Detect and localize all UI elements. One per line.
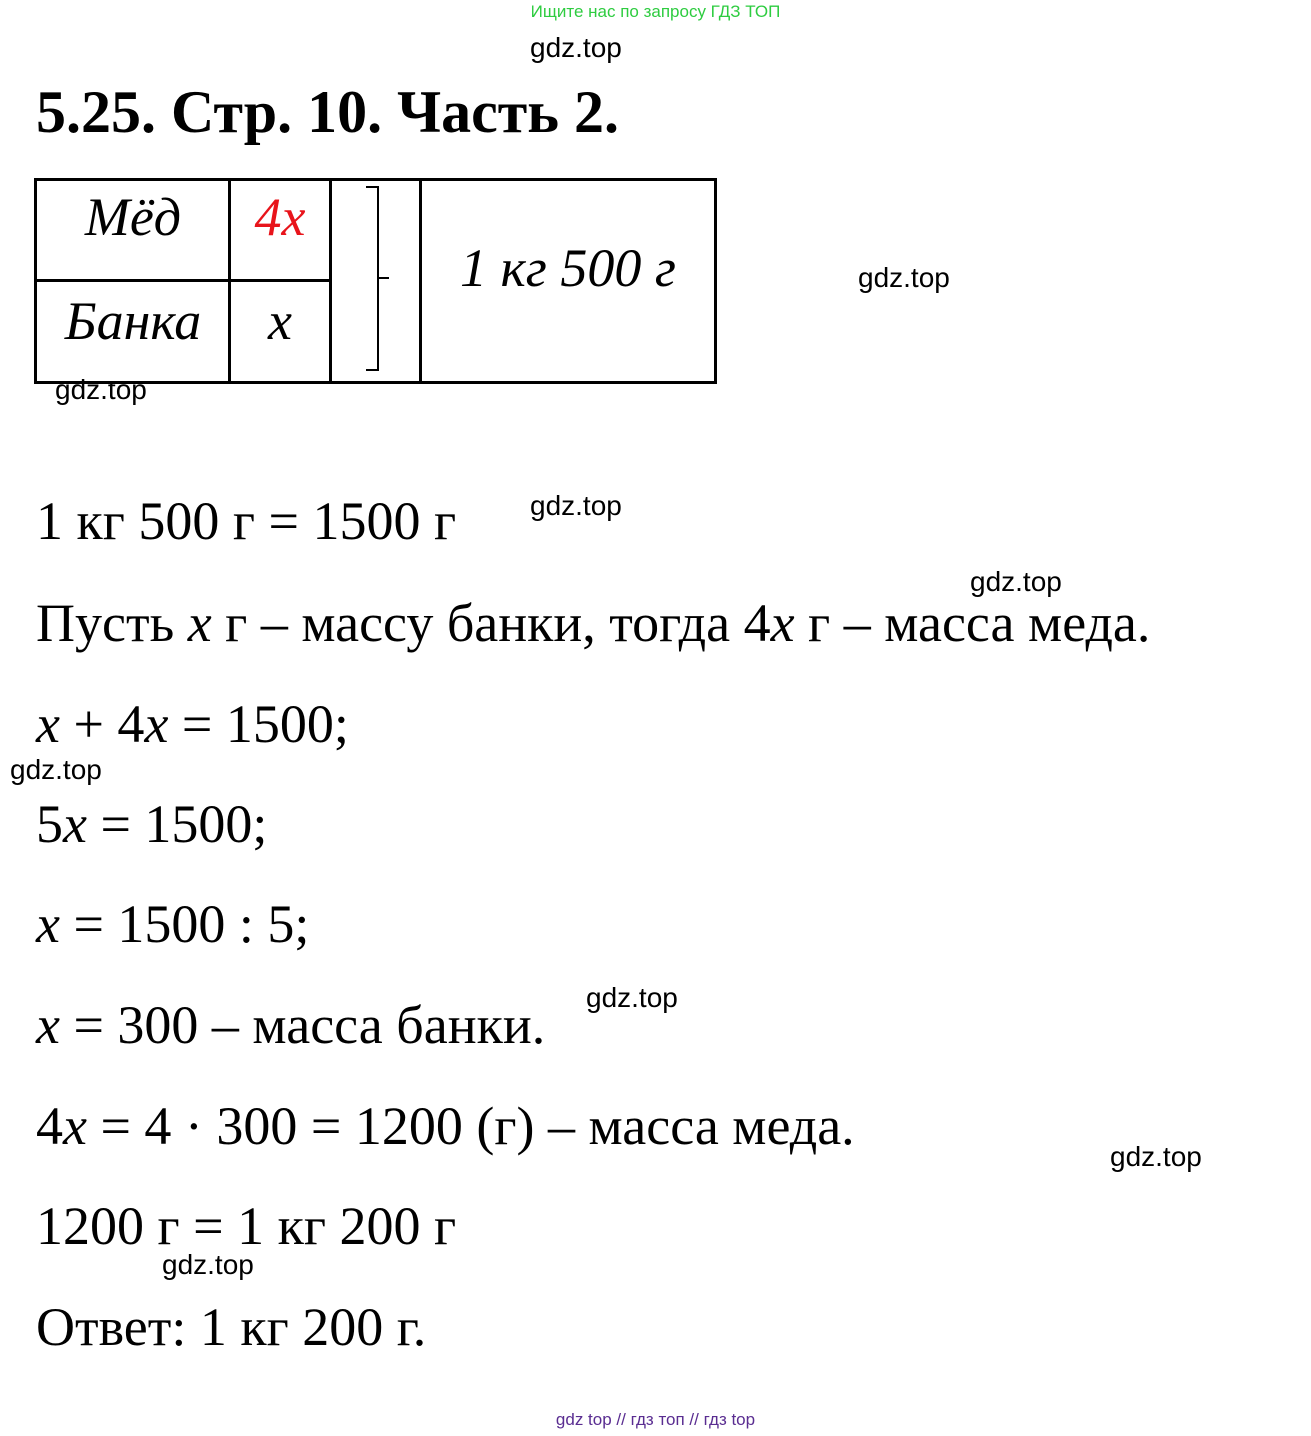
watermark: gdz.top: [858, 262, 950, 293]
solution-line-7: 4x = 4 · 300 = 1200 (г) – масса меда.: [36, 1096, 855, 1156]
watermark: gdz.top: [10, 754, 102, 785]
solution-line-1: 1 кг 500 г = 1500 г: [36, 491, 457, 551]
watermark: gdz.top: [1110, 1141, 1202, 1172]
table-total: 1 кг 500 г: [460, 238, 676, 298]
brace-icon: [366, 187, 389, 370]
table-value-jar: x: [268, 291, 292, 351]
footer-links[interactable]: gdz top // гдз топ // гдз top: [555, 1410, 756, 1429]
table-value-honey: 4x: [254, 187, 306, 247]
watermark: gdz.top: [530, 32, 622, 63]
solution-line-8: 1200 г = 1 кг 200 г: [36, 1196, 457, 1256]
answer-line: Ответ: 1 кг 200 г.: [36, 1297, 427, 1357]
solution-line-3: x + 4x = 1500;: [36, 694, 349, 754]
watermark: gdz.top: [55, 374, 147, 405]
solution-line-6: x = 300 – масса банки.: [36, 995, 546, 1055]
solution-line-5: x = 1500 : 5;: [36, 894, 310, 954]
watermark: gdz.top: [586, 982, 678, 1013]
solution-line-4: 5x = 1500;: [36, 794, 268, 854]
page-title: 5.25. Стр. 10. Часть 2.: [36, 79, 619, 145]
watermark: gdz.top: [162, 1249, 254, 1280]
watermark: gdz.top: [970, 566, 1062, 597]
table-label-jar: Банка: [64, 291, 202, 351]
watermark: gdz.top: [530, 490, 622, 521]
table-label-honey: Мёд: [84, 187, 182, 247]
solution-line-2: Пусть x г – массу банки, тогда 4x г – масса меда.: [36, 593, 1151, 653]
top-banner[interactable]: Ищите нас по запросу ГДЗ ТОП: [530, 2, 781, 21]
